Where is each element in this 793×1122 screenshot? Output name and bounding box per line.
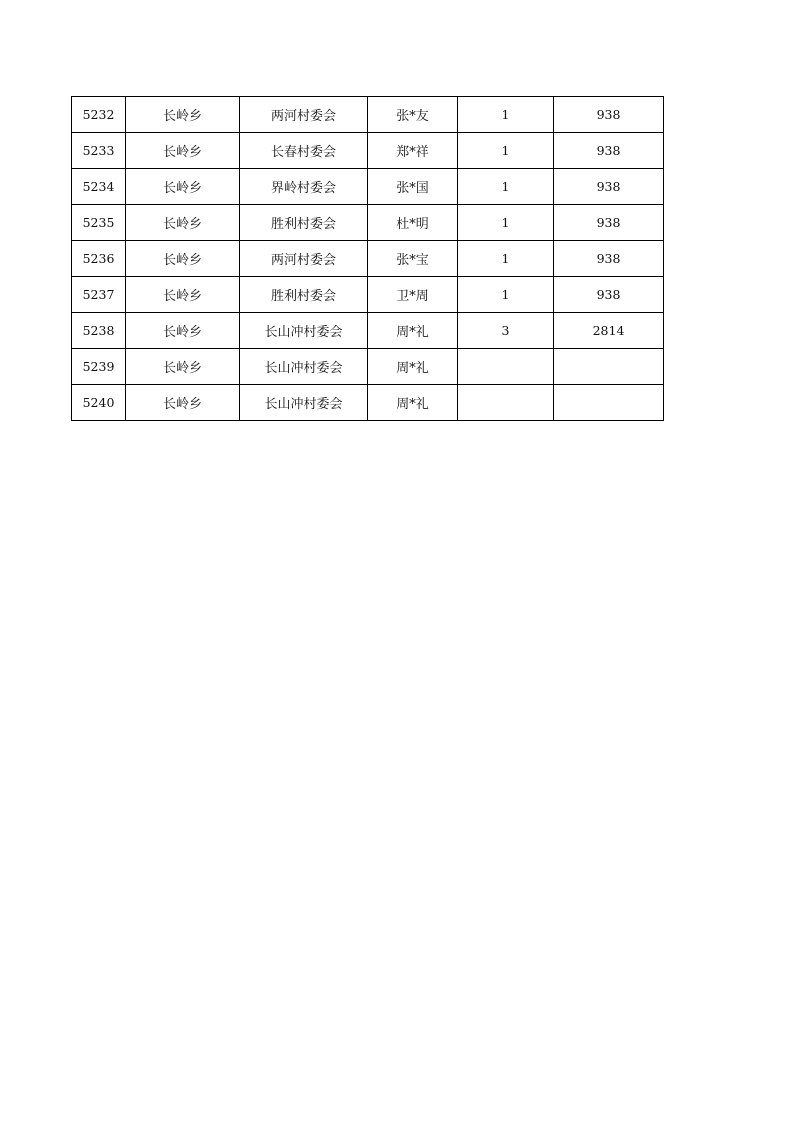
cell-village: 胜利村委会 [240,277,368,313]
cell-amount: 938 [554,169,664,205]
cell-amount: 938 [554,241,664,277]
cell-township: 长岭乡 [126,133,240,169]
cell-name: 卫*周 [368,277,458,313]
cell-amount: 938 [554,133,664,169]
cell-township: 长岭乡 [126,241,240,277]
cell-id: 5235 [72,205,126,241]
cell-village: 长山冲村委会 [240,385,368,421]
table-row [72,385,664,421]
table-row [72,169,664,205]
cell-amount [554,349,664,385]
cell-id: 5236 [72,241,126,277]
cell-amount: 938 [554,97,664,133]
cell-township: 长岭乡 [126,385,240,421]
cell-township: 长岭乡 [126,313,240,349]
cell-count: 1 [458,169,554,205]
table-row [72,277,664,313]
cell-id: 5239 [72,349,126,385]
cell-count: 3 [458,313,554,349]
cell-township: 长岭乡 [126,205,240,241]
cell-name: 周*礼 [368,349,458,385]
cell-id: 5240 [72,385,126,421]
cell-count: 1 [458,241,554,277]
table-row [72,133,664,169]
cell-village: 长山冲村委会 [240,349,368,385]
table-row [72,97,664,133]
cell-amount: 938 [554,277,664,313]
cell-township: 长岭乡 [126,169,240,205]
cell-amount [554,385,664,421]
table-body [72,97,664,421]
cell-name: 张*国 [368,169,458,205]
cell-name: 杜*明 [368,205,458,241]
cell-count [458,349,554,385]
cell-village: 两河村委会 [240,241,368,277]
cell-name: 张*宝 [368,241,458,277]
cell-amount: 938 [554,205,664,241]
cell-count: 1 [458,277,554,313]
cell-id: 5234 [72,169,126,205]
cell-township: 长岭乡 [126,97,240,133]
cell-id: 5232 [72,97,126,133]
cell-id: 5238 [72,313,126,349]
cell-village: 长山冲村委会 [240,313,368,349]
table-row [72,205,664,241]
cell-name: 张*友 [368,97,458,133]
cell-name: 郑*祥 [368,133,458,169]
table-row [72,349,664,385]
cell-id: 5237 [72,277,126,313]
cell-count: 1 [458,97,554,133]
cell-id: 5233 [72,133,126,169]
cell-village: 长春村委会 [240,133,368,169]
cell-name: 周*礼 [368,313,458,349]
table-row [72,313,664,349]
cell-count [458,385,554,421]
cell-township: 长岭乡 [126,349,240,385]
cell-village: 胜利村委会 [240,205,368,241]
cell-name: 周*礼 [368,385,458,421]
data-table [71,96,664,421]
cell-township: 长岭乡 [126,277,240,313]
cell-count: 1 [458,205,554,241]
table-row [72,241,664,277]
cell-amount: 2814 [554,313,664,349]
cell-count: 1 [458,133,554,169]
cell-village: 两河村委会 [240,97,368,133]
cell-village: 界岭村委会 [240,169,368,205]
